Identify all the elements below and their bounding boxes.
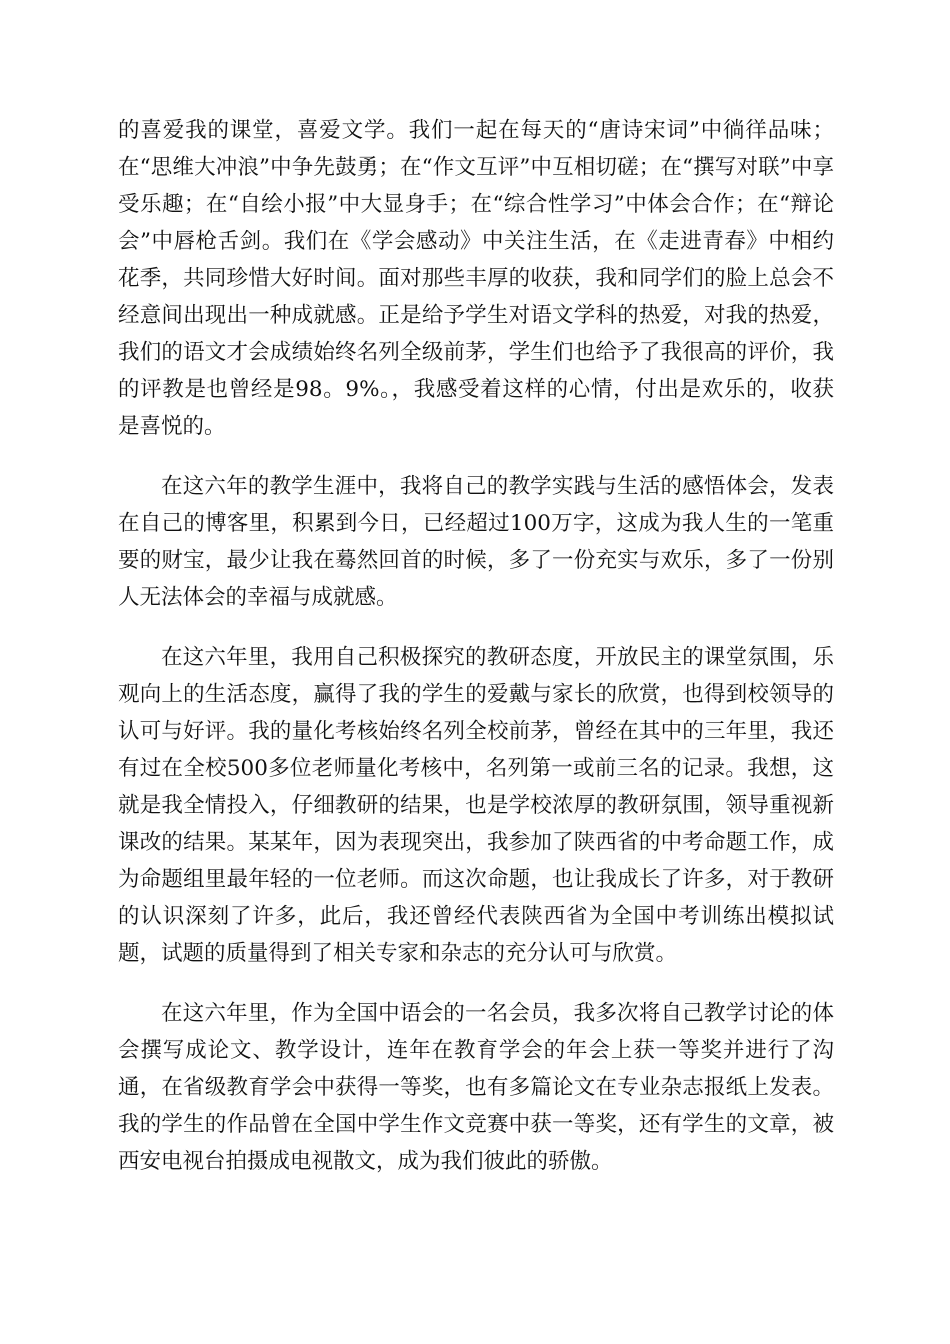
- paragraph-1: 的喜爱我的课堂，喜爱文学。我们一起在每天的“唐诗宋词”中徜徉品味；在“思维大冲浪”中争先鼓勇；在“作文互评”中互相切磋；在“撰写对联”中享受乐趣；在“自绘小报”中大显身手；在“综合性学习”中体会合作；在“辩论会”中唇枪舌剑。我们在《学会感动》中关注生活，在《走进青春》中相约花季，共同珍惜大好时间。面对那些丰厚的收获，我和同学们的脸上总会不经意间出现出一种成就感。正是给予学生对语文学科的热爱，对我的热爱，我们的语文才会成绩始终名列全级前茅，学生们也给予了我很高的评价，我的评教是也曾经是98。9%。，我感受着这样的心情，付出是欢乐的，收获是喜悦的。: [118, 118, 834, 439]
- document-body: [118, 112, 834, 1203]
- paragraph-4: 在这六年里，作为全国中语会的一名会员，我多次将自己教学讨论的体会撰写成论文、教学设计，连年在教育学会的年会上获一等奖并进行了沟通，在省级教育学会中获得一等奖，也有多篇论文在专业杂志报纸上发表。我的学生的作品曾在全国中学生作文竞赛中获一等奖，还有学生的文章，被西安电视台拍摄成电视散文，成为我们彼此的骄傲。: [118, 1001, 834, 1174]
- paragraph-2: 在这六年的教学生涯中，我将自己的教学实践与生活的感悟体会，发表在自己的博客里，积累到今日，已经超过100万字，这成为我人生的一笔重要的财宝，最少让我在蓦然回首的时候，多了一份充实与欢乐，多了一份别人无法体会的幸福与成就感。: [118, 474, 834, 610]
- paragraph-3: 在这六年里，我用自己积极探究的教研态度，开放民主的课堂氛围，乐观向上的生活态度，赢得了我的学生的爱戴与家长的欣赏，也得到校领导的认可与好评。我的量化考核始终名列全校前茅，曾经在其中的三年里，我还有过在全校500多位老师量化考核中，名列第一或前三名的记录。我想，这就是我全情投入，仔细教研的结果，也是学校浓厚的教研氛围，领导重视新课改的结果。某某年，因为表现突出，我参加了陕西省的中考命题工作，成为命题组里最年轻的一位老师。而这次命题，也让我成长了许多，对于教研的认识深刻了许多，此后，我还曾经代表陕西省为全国中考训练出模拟试题，试题的质量得到了相关专家和杂志的充分认可与欣赏。: [118, 645, 834, 966]
